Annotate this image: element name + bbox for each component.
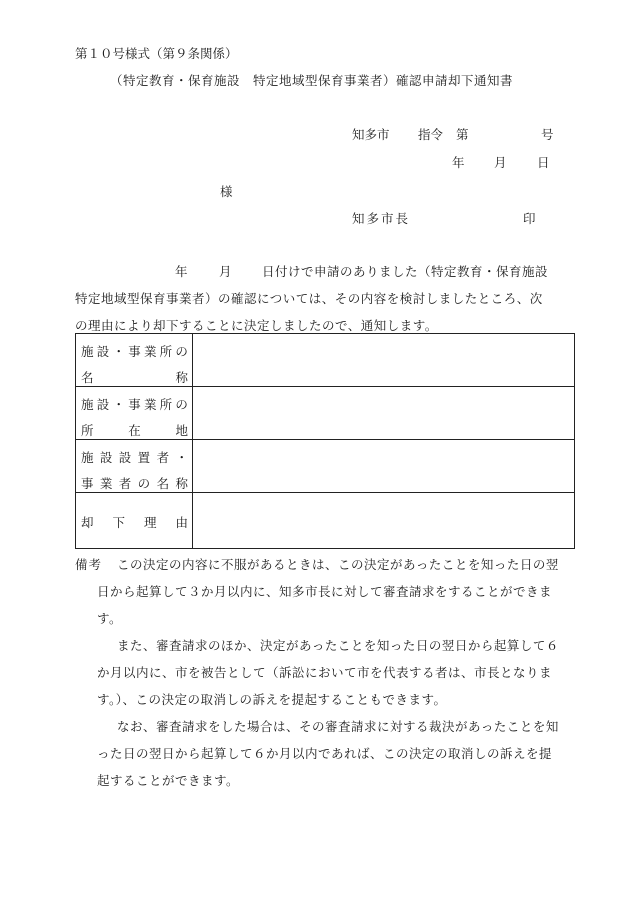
label-char: 所 [159,397,173,412]
form-number: 第１０号様式（第９条関係） [75,46,238,61]
intro-line3: の理由により却下することに決定しましたので、通知します。 [75,318,438,333]
remarks-p1-l2: 日から起算して３か月以内に、知多市長に対して審査請求をすることができま [97,584,553,599]
label-char: 下 [112,515,125,530]
label-char: 施 [81,450,94,465]
label-char: 称 [175,476,188,491]
intro-line1: 日付けで申請のありました（特定教育・保育施設 [262,264,549,279]
label-char: 業 [143,397,157,412]
remarks-heading: 備考 [75,557,103,572]
sender-name: 知多市長 [352,211,411,226]
label-char: 所 [159,344,173,359]
details-table [75,333,575,549]
value-facility-address [193,387,575,440]
remarks-p2-l3: す。）、この決定の取消しの訴えを提起することもできます。 [97,692,447,707]
remarks-p3-l3: 起することができます。 [97,773,240,788]
label-char: 事 [81,476,94,491]
label-char: ・ [112,344,125,359]
intro-month: 月 [219,264,232,279]
label-char: 施 [81,344,94,359]
label-char: 業 [99,476,113,491]
label-char: 業 [143,344,157,359]
remarks-p2-l1: また、審査請求のほか、決定があったことを知った日の翌日から起算して６ [117,638,559,653]
table-row-rejection-reason [76,493,575,549]
number-prefix: 第 [456,127,469,142]
table-row-facility-address [76,387,575,440]
directive-label: 指令 [418,127,444,142]
issuer-label: 知多市 [352,127,390,142]
label-char: 所 [81,423,94,438]
label-facility-name [76,334,193,387]
label-char: 却 [81,515,94,530]
table-row-facility-name [76,334,575,387]
intro-year: 年 [175,264,188,279]
label-char: ・ [175,450,188,465]
label-char: 設 [99,450,113,465]
label-char: 名 [156,476,170,491]
label-char: ・ [112,397,125,412]
label-char: 在 [128,423,141,438]
label-char: 設 [96,397,110,412]
label-facility-address [76,387,193,440]
value-operator-name [193,440,575,493]
label-char: の [175,344,188,359]
label-char: 設 [118,450,132,465]
recipient-honorific: 様 [220,184,233,199]
remarks-p1-l3: す。 [97,611,123,626]
label-char: 事 [128,397,141,412]
remarks-p3-l2: った日の翌日から起算して６か月以内であれば、この決定の取消しの訴えを提 [97,746,553,761]
label-char: 名 [81,370,94,385]
label-char: 者 [118,476,132,491]
label-char: 地 [175,423,188,438]
date-year: 年 [452,155,465,170]
remarks-p3-l1: なお、審査請求をした場合は、その審査請求に対する裁決があったことを知 [117,719,559,734]
label-char: 設 [96,344,110,359]
label-char: 理 [143,515,157,530]
label-char: 由 [175,515,188,530]
number-suffix: 号 [541,127,554,142]
label-char: 事 [128,344,141,359]
label-char: 置 [137,450,151,465]
value-rejection-reason [193,493,575,549]
remarks-p1-l1: この決定の内容に不服があるときは、この決定があったことを知った日の翌 [117,557,559,572]
label-char: の [137,476,151,491]
table-row-operator-name [76,440,575,493]
label-rejection-reason [76,493,193,549]
label-char: 者 [156,450,170,465]
value-facility-name [193,334,575,387]
seal-mark: 印 [523,211,536,226]
label-char: 称 [175,370,188,385]
intro-line2: 特定地域型保育事業者）の確認については、その内容を検討しましたところ、次 [75,291,543,306]
label-char: 施 [81,397,94,412]
date-month: 月 [494,155,507,170]
label-char: の [175,397,188,412]
document-title: （特定教育・保育施設 特定地域型保育事業者）確認申請却下通知書 [110,73,514,88]
date-day: 日 [537,155,550,170]
remarks-p2-l2: か月以内に、市を被告として（訴訟において市を代表する者は、市長となりま [97,665,553,680]
label-operator-name [76,440,193,493]
